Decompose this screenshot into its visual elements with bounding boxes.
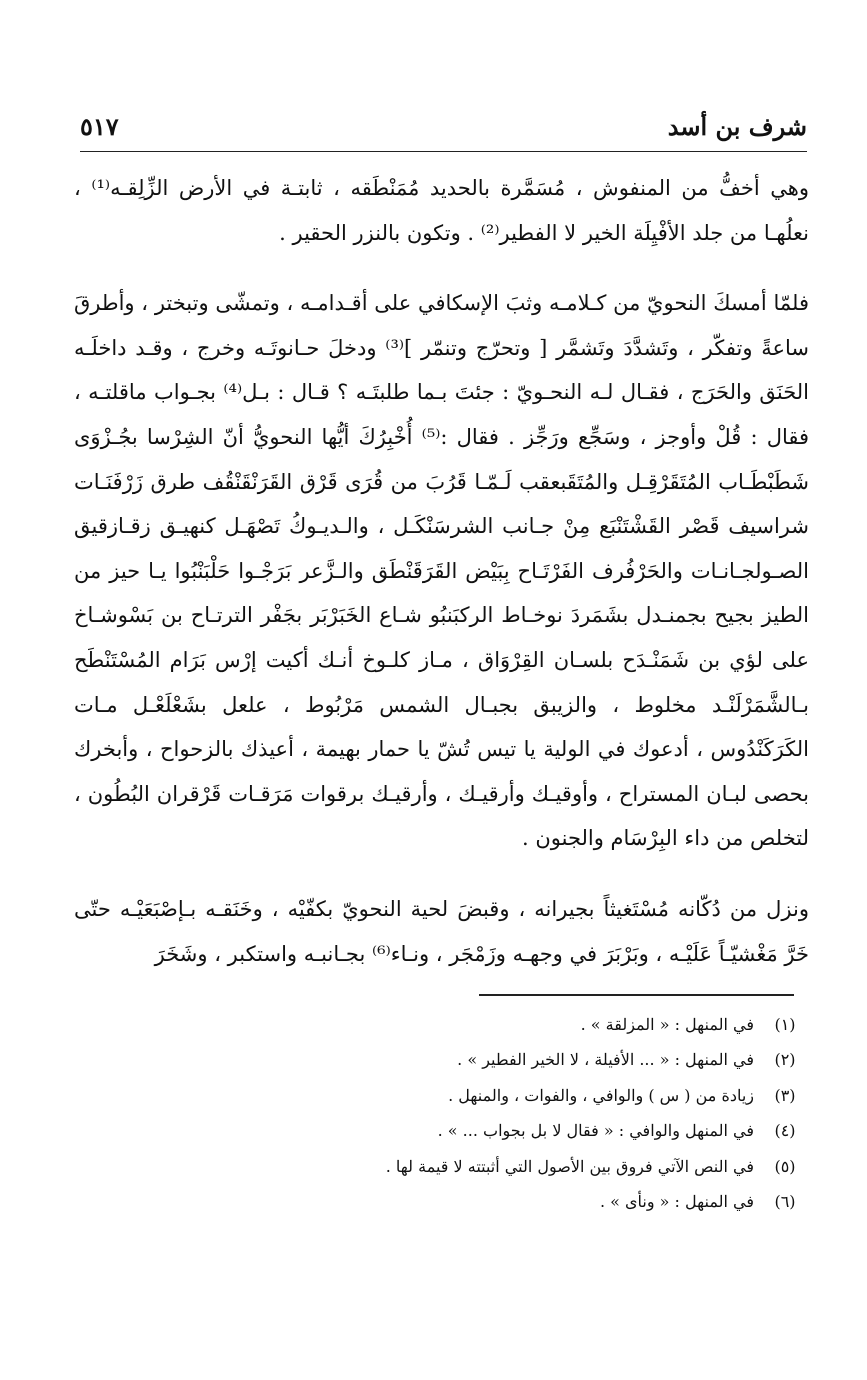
running-header	[80, 108, 807, 144]
footnote-number: (٢)	[774, 1050, 796, 1070]
footnote-text: في المنهل والوافي : « فقال لا بل بجواب ... » .	[437, 1121, 754, 1141]
running-title: شرف بن أسد	[667, 112, 807, 141]
footnote	[80, 1007, 810, 1042]
footnote	[80, 1149, 810, 1184]
footnote-number: (٤)	[774, 1121, 796, 1141]
main-text	[74, 166, 809, 976]
footnotes	[80, 1007, 810, 1219]
footnote-number: (٥)	[774, 1156, 796, 1176]
paragraph: ونزل من دُكّانه مُسْتَغيثاً بجيرانه ، وقبضَ لحية النحويّ بكفّيْه ، وخَنَقـه بـإصْبَعَيْـه حتّى خَرَّ مَغْشيّـاً عَلَيْـه ، وبَرْبَرَ في وجهـه وزَمْجَر ، ونـاء⁽⁶⁾ بجـانبـه واستكبر ، وشَخَرَ	[74, 896, 809, 966]
footnote-text: في المنهل : « ... الأفيلة ، لا الخير الفطير » .	[457, 1050, 754, 1070]
footnote	[80, 1042, 810, 1077]
footnote-number: (١)	[774, 1015, 796, 1034]
footnote	[80, 1078, 810, 1113]
footnote	[80, 1184, 810, 1219]
footnote-number: (٣)	[774, 1085, 796, 1105]
footnote-text: في النص الآتي فروق بين الأصول التي أثبتته لا قيمة لها .	[385, 1156, 754, 1176]
page-number: ٥١٧	[80, 112, 119, 141]
footnote-text: في المنهل : « المزلقة » .	[580, 1015, 754, 1034]
footnote-rule	[479, 994, 794, 996]
paragraph: فلمّا أمسكَ النحويّ من كـلامـه وثبَ الإسكافي على أقـدامـه ، وتمشّى وتبختر ، وأطرقَ ساعةً وتفكّر ، وتَشدَّدَ وتَشمَّر [ وتحرّج وتنمّر ]⁽³⁾ ودخلَ حـانوتَـه وخرج ، وقـد داخلَـه الحَنَق والحَرَج ، فقـال لـه النحـويّ : جئتَ بـما طلبتَـه ؟ قـال : بـل⁽⁴⁾ بجـواب ماقلتـه ، فقال : قُلْ وأوجز ، وسَجِّع ورَجِّز . فقال :⁽⁵⁾ أُخْبِرُكَ أيُّها النحويُّ أنّ الشِرْسا بجُـزْوَى شَطَبْطَـاب المُتَقَرْقِـل والمُتَقَبعقب لَـمّـا قَرُبَ من قُرَى قَرْق القَرَنْقَنْقُف طرق زَرْفَنَـات شراسيف قَصْر القَشْتَنْبَع مِنْ جـانب الشرسَنْكَـل ، والـديـوكُ تَصْهَـل كنهيـق زقـازقيق الصـولجـانـات والحَرْفُرف الفَرْتَـاح بِبَيْض القَرَقَنْطَق والـزَّعر بَرَجْـوا حَلْبَنْبُوا يـا حيز من الطيز بجيح بجمنـدل بشَمَردَ نوخـاط الركبَنبُو شـاع الخَبَرْبَر بجَفْر الترتـاح بن بَسْوشـاخ على لؤي بن شَمَنْـدَح بلسـان القِرْوَاق ، مـاز كلـوخ أنـك أكيت إرْس بَرَام المُسْتَنْطَح بـالشَّمَرْلَنْـد مخلوط ، والزيبق بجبـال الشمس مَرْبُوط ، علعل بشَعْلَعْـل مـات الكَرَكَنْدُوس ، أدعوك في الولية يا تيس تُشّ يا حمار بهيمة ، أعيذك بالزحواح ، وأبخرك بحصى لبـان المستراح ، وأوقيـك وأرقيـك ، وأرقيـك برقوات مَرَقـات قَرْقران البُطُون ، لتخلص من داء البِرْسَام والجنون .	[74, 291, 810, 851]
footnote-text: زيادة من ( س ) والوافي ، والفوات ، والمنهل .	[448, 1085, 754, 1105]
footnote-text: في المنهل : « ونأى » .	[599, 1192, 754, 1212]
paragraph: وهي أخفُّ من المنفوش ، مُسَمَّرة بالحديد مُمَنْطَقه ، ثابتـة في الأرض الزِّلِقـه⁽¹⁾ ، نعلُهـا من جلد الأفْيِلَة الخير لا الفطير⁽²⁾ . وتكون بالنزر الحقير .	[74, 176, 809, 245]
header-rule	[80, 151, 807, 152]
footnote-number: (٦)	[774, 1192, 796, 1212]
footnote	[80, 1113, 810, 1148]
